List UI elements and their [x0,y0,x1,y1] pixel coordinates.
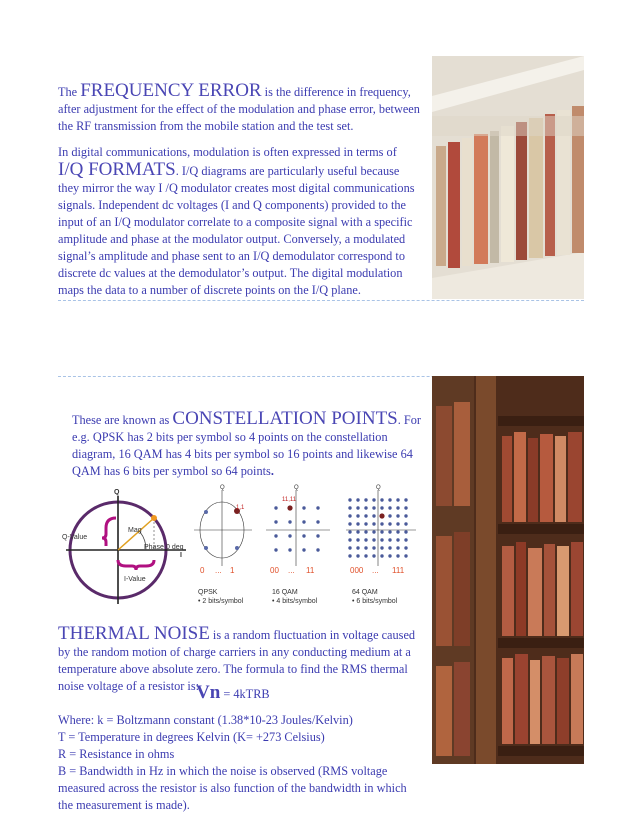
constellation-point [316,506,319,509]
qam16-name: 16 QAM [272,589,298,596]
constellation-point [380,506,383,509]
constellation-point [302,534,305,537]
constellation-point [372,530,375,533]
phase-label: Phase [144,544,164,551]
constellation-point [396,538,399,541]
constellation-point [380,538,383,541]
definition-b: B = Bandwidth in Hz in which the noise is observed (RMS voltage measured across the resistor is also function of the bandwidth in which the measurement is made). [58,764,407,812]
constellation-point [364,498,367,501]
constellation-point [404,498,407,501]
constellation-point [404,546,407,549]
iq-formats-term: I/Q FORMATS [58,159,176,180]
qam64-bits-text: 6 bits/symbol [356,598,398,605]
constellation-point [302,506,305,509]
qam64-bits: • 6 bits/symbol [352,598,398,605]
definition-r: R = Resistance in ohms [58,747,175,761]
constellation-point [348,554,351,557]
divider-top [58,300,584,301]
constellation-point [396,546,399,549]
formula-rhs: = 4kTRB [220,687,270,701]
qpsk-name: QPSK [198,589,218,596]
zero-deg-label: 0 deg [166,544,184,551]
qam64-diagram [344,484,418,608]
qpsk-bits: • 2 bits/symbol [198,598,244,605]
text-rest: . I/Q diagrams are particularly useful because they mirror the way I /Q modulator creates most digital communications signals. Independent dc voltages (I and Q components) provided to the input of an I/Q modulator correlate to a composite signal with a specific amplitude and phase at the modulator output. Conversely, a modulated signal’s amplitude and phase sent to an I/Q demodulator correspond to discrete dc values at the demodulator’s output. The digital modulation maps the data to a number of discrete points on the I/Q plane. [58,164,415,297]
constellation-paragraph [72,410,424,480]
qam64-range-a: 000 [350,566,364,575]
constellation-point [364,522,367,525]
constellation-point [302,520,305,523]
frequency-error-paragraph [58,82,420,135]
constellation-point [404,554,407,557]
constellation-point [404,538,407,541]
text-prefix: The [58,85,81,99]
constellation-point [380,530,383,533]
constellation-point [364,538,367,541]
constellation-point [364,514,367,517]
constellation-point [316,548,319,551]
constellation-point [372,546,375,549]
constellation-point [372,538,375,541]
constellation-point [372,506,375,509]
qam16-range-dots: ... [288,566,295,575]
constellation-point [356,530,359,533]
constellation-point [404,514,407,517]
i-axis-label: I [180,552,182,559]
qam64-name: 64 QAM [352,589,378,596]
qpsk-range-b: 1 [230,566,235,575]
constellation-point [316,520,319,523]
thermal-noise-term: THERMAL NOISE [58,623,210,644]
constellation-point [372,514,375,517]
constellation-point [396,506,399,509]
constellation-point [356,554,359,557]
constellation-point [372,498,375,501]
constellation-point [288,548,291,551]
constellation-point [356,522,359,525]
constellation-point [404,530,407,533]
constellation-point [356,498,359,501]
constellation-term: CONSTELLATION POINTS [172,408,398,429]
iq-polar-diagram [60,488,188,608]
constellation-point [404,506,407,509]
text-prefix: In digital communications, modulation is often expressed in terms of [58,145,397,159]
qam16-range-a: 00 [270,566,279,575]
constellation-point [396,514,399,517]
qam64-q-label: Q [376,485,381,491]
qpsk-bits-text: 2 bits/symbol [202,598,244,605]
qpsk-range-dots: ... [215,566,222,575]
text-rest: is the difference in frequency, after adjustment for the effect of the modulation and phase error, between the RF transmission from the mobile station and the test set. [58,85,420,133]
qpsk-point-label: 1,1 [236,505,245,511]
q-axis-label: Q [114,489,120,496]
constellation-point [364,554,367,557]
qam16-bits-text: 4 bits/symbol [276,598,318,605]
constellation-point [388,514,391,517]
constellation-point [379,513,384,518]
qam16-range-b: 11 [306,566,315,575]
constellation-point [364,506,367,509]
constellation-point [372,554,375,557]
constellation-point [388,522,391,525]
constellation-point [348,514,351,517]
qpsk-q-label: Q [220,485,225,491]
text-end: . [270,464,274,478]
iq-formats-paragraph [58,144,420,299]
qam64-range-dots: ... [372,566,379,575]
constellation-point [356,506,359,509]
constellation-point [287,505,292,510]
constellation-point [380,554,383,557]
i-value-label: I-Value [124,576,146,583]
constellation-point [388,506,391,509]
constellation-point [380,522,383,525]
constellation-point [372,522,375,525]
constellation-point [274,548,277,551]
mag-label: Mag [128,527,142,534]
bookshelf-image-top [432,56,584,299]
frequency-error-term: FREQUENCY ERROR [80,80,262,101]
constellation-point [396,522,399,525]
constellation-point [288,534,291,537]
constellation-point [274,506,277,509]
bookshelf-image-bottom [432,376,584,764]
constellation-point [288,520,291,523]
thermal-noise-formula [196,684,396,703]
qam16-points [274,505,319,551]
constellation-point [348,522,351,525]
constellation-point [348,498,351,501]
qpsk-diagram [192,484,256,608]
constellation-point [356,538,359,541]
constellation-point [364,546,367,549]
constellation-point [274,520,277,523]
definition-k: Where: k = Boltzmann constant (1.38*10-23 Joules/Kelvin) [58,713,353,727]
qpsk-range-a: 0 [200,566,205,575]
constellation-point [380,546,383,549]
constellation-point [396,530,399,533]
constellation-point [388,538,391,541]
constellation-point [356,514,359,517]
q-value-label: Q-Value [62,534,88,541]
text-rest: is a random fluctuation in voltage caused by the random motion of charge carriers in any conducting medium at a temperature above absolute zero. The formula to find the RMS thermal noise voltage of a resistor is: [58,628,416,693]
constellation-point [348,546,351,549]
constellation-point [404,522,407,525]
qam16-bits: • 4 bits/symbol [272,598,318,605]
constellation-point [364,530,367,533]
constellation-point [396,554,399,557]
text-prefix: These are known as [72,413,173,427]
constellation-point [388,554,391,557]
constellation-point [388,530,391,533]
constellation-point [388,498,391,501]
qam64-range-b: 111 [392,566,405,575]
formula-definitions [58,712,420,814]
constellation-point [356,546,359,549]
qam16-diagram [264,484,334,608]
constellation-point [388,546,391,549]
definition-t: T = Temperature in degrees Kelvin (K= +273 Celsius) [58,730,325,744]
constellation-point [396,498,399,501]
constellation-point [348,530,351,533]
constellation-point [302,548,305,551]
constellation-point [348,538,351,541]
constellation-point [348,506,351,509]
qam16-point-label: 11,11 [282,497,297,503]
constellation-point [380,498,383,501]
formula-lhs: Vn [196,682,221,703]
qam16-q-label: Q [294,485,299,491]
constellation-point [316,534,319,537]
text-rest: . For e.g. QPSK has 2 bits per symbol so 4 points on the constellation diagram, 16 QAM has 4 bits per symbol so 16 points and likewise 64 QAM has 6 bits per symbol so 64 points [72,413,421,478]
constellation-point [274,534,277,537]
